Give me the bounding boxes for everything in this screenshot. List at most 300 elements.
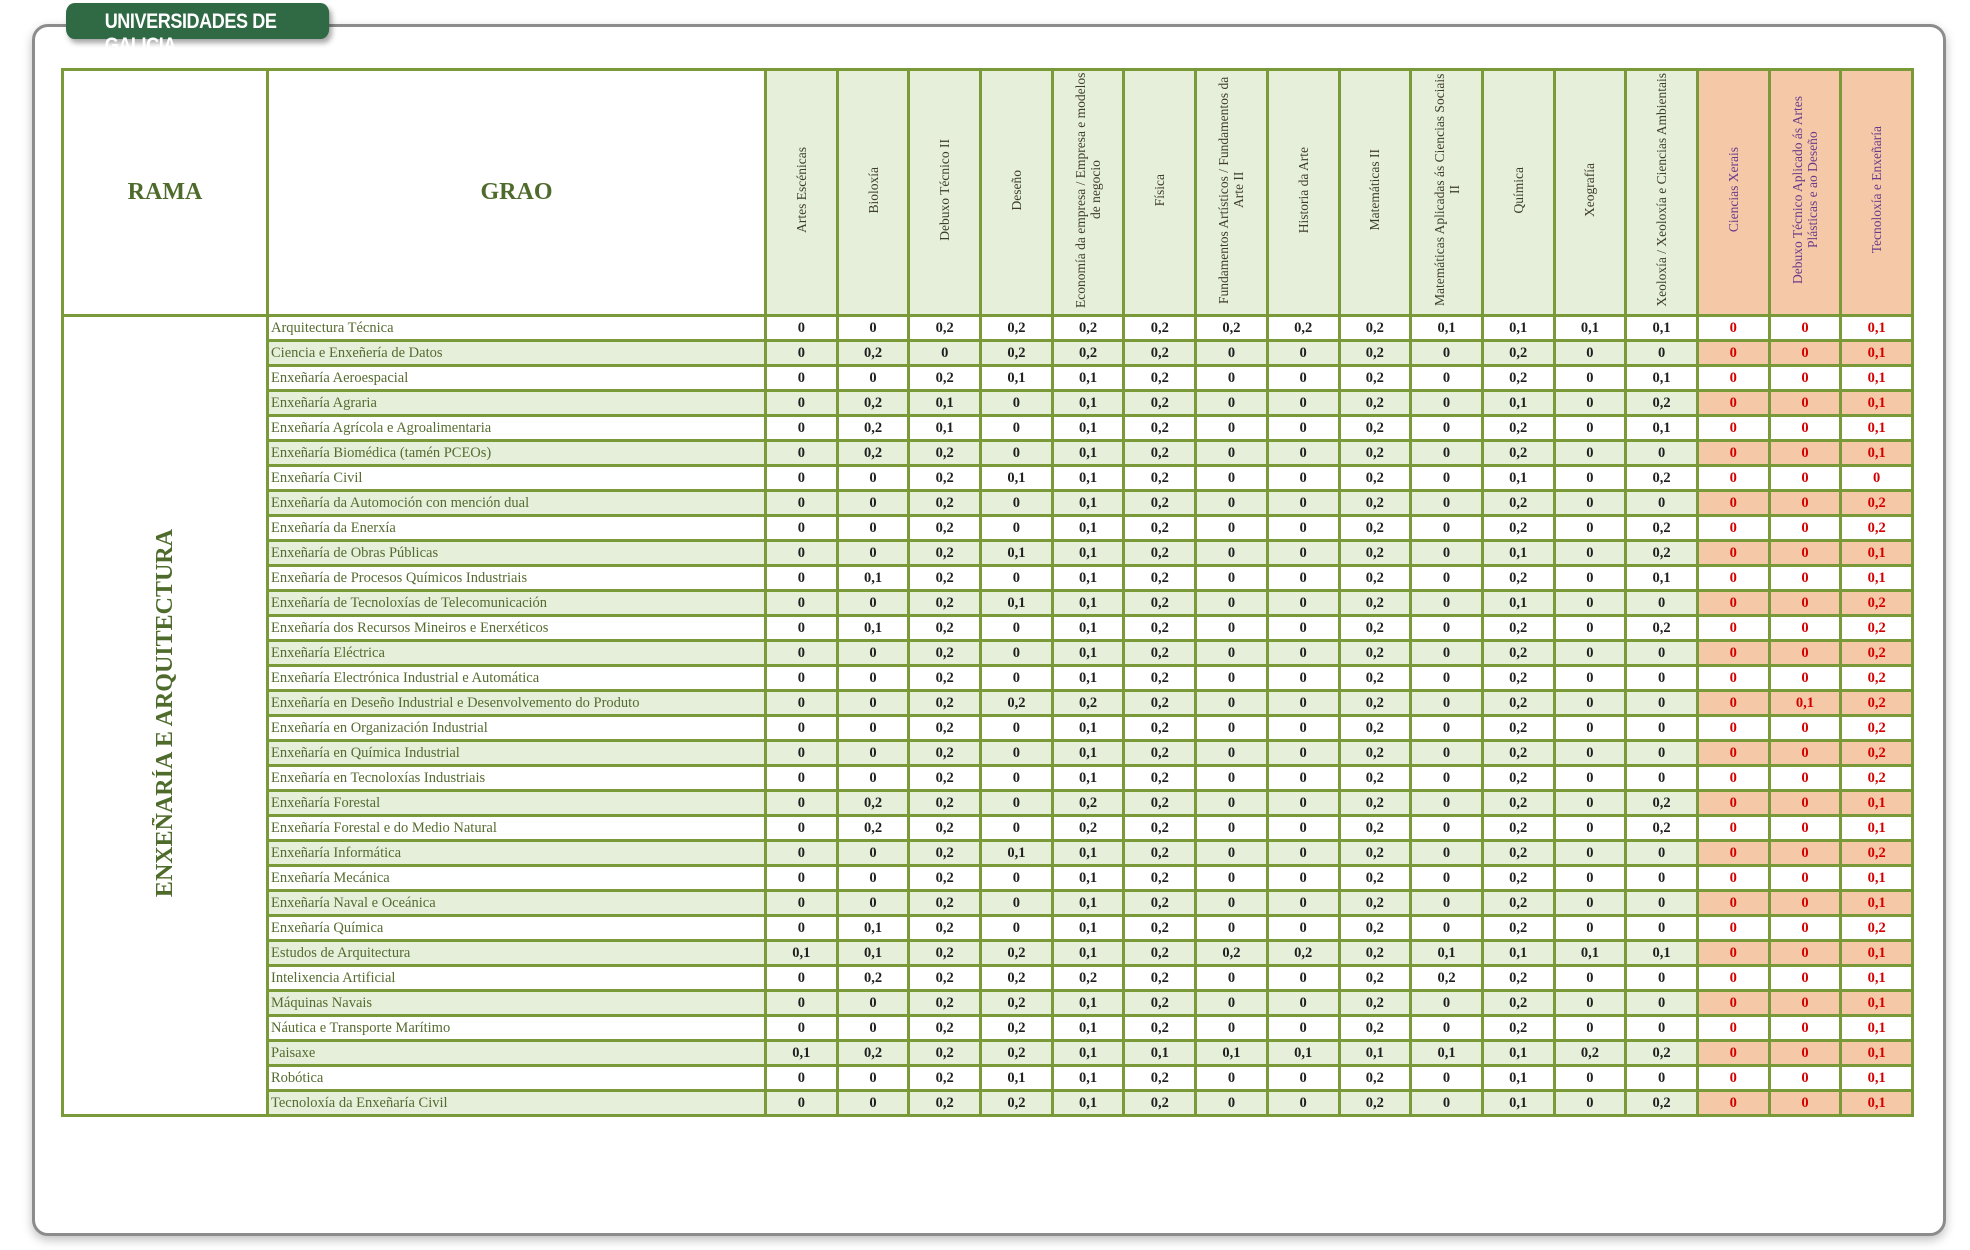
- value-cell: 0,2: [981, 941, 1053, 966]
- value-cell: 0: [1554, 766, 1626, 791]
- value-cell: 0,2: [1841, 491, 1913, 516]
- value-cell: 0: [1411, 641, 1483, 666]
- value-cell: 0: [1196, 791, 1268, 816]
- value-cell: 0: [981, 916, 1053, 941]
- grao-cell: Enxeñaría Forestal e do Medio Natural: [268, 816, 766, 841]
- grao-cell: Enxeñaría de Procesos Químicos Industriais: [268, 566, 766, 591]
- value-cell: 0,2: [1482, 666, 1554, 691]
- grao-cell: Enxeñaría en Deseño Industrial e Desenvolvemento do Produto: [268, 691, 766, 716]
- grao-cell: Enxeñaría Informática: [268, 841, 766, 866]
- value-cell: 0: [1554, 516, 1626, 541]
- value-cell: 0: [1697, 466, 1769, 491]
- value-cell: 0: [1697, 691, 1769, 716]
- table-row: [63, 391, 1913, 416]
- table-row: [63, 916, 1913, 941]
- value-cell: 0: [766, 441, 838, 466]
- value-cell: 0,2: [909, 966, 981, 991]
- table-row: [63, 891, 1913, 916]
- value-cell: 0: [1267, 366, 1339, 391]
- grao-cell: Tecnoloxía da Enxeñaría Civil: [268, 1091, 766, 1116]
- value-cell: 0: [1267, 616, 1339, 641]
- value-cell: 0: [1626, 866, 1698, 891]
- value-cell: 0,1: [1052, 1091, 1124, 1116]
- value-cell: 0,1: [1841, 991, 1913, 1016]
- grao-cell: Robótica: [268, 1066, 766, 1091]
- value-cell: 0: [1411, 716, 1483, 741]
- subject-header: [1769, 70, 1841, 316]
- value-cell: 0: [1554, 716, 1626, 741]
- value-cell: 0,1: [837, 916, 909, 941]
- subject-header: [1052, 70, 1124, 316]
- value-cell: 0: [1626, 841, 1698, 866]
- value-cell: 0,2: [1339, 316, 1411, 341]
- value-cell: 0: [1267, 641, 1339, 666]
- value-cell: 0: [981, 791, 1053, 816]
- value-cell: 0: [1626, 1066, 1698, 1091]
- value-cell: 0,1: [981, 466, 1053, 491]
- value-cell: 0: [1411, 991, 1483, 1016]
- value-cell: 0,2: [1124, 591, 1196, 616]
- value-cell: 0: [1554, 816, 1626, 841]
- subject-label: Física: [1152, 173, 1168, 207]
- subject-label: Debuxo Técnico Aplicado ás Artes Plásticas e ao Deseño: [1789, 96, 1820, 284]
- grao-cell: Enxeñaría Aeroespacial: [268, 366, 766, 391]
- table-row: [63, 966, 1913, 991]
- value-cell: 0: [1769, 516, 1841, 541]
- value-cell: 0: [766, 916, 838, 941]
- value-cell: 0: [1554, 366, 1626, 391]
- value-cell: 0: [1626, 591, 1698, 616]
- value-cell: 0,2: [1339, 1016, 1411, 1041]
- value-cell: 0: [1267, 541, 1339, 566]
- value-cell: 0: [909, 341, 981, 366]
- grao-cell: Máquinas Navais: [268, 991, 766, 1016]
- value-cell: 0: [1626, 441, 1698, 466]
- value-cell: 0: [1769, 491, 1841, 516]
- value-cell: 0,2: [1339, 641, 1411, 666]
- value-cell: 0,2: [1339, 916, 1411, 941]
- value-cell: 0: [1769, 816, 1841, 841]
- value-cell: 0: [1841, 466, 1913, 491]
- value-cell: 0: [1554, 1016, 1626, 1041]
- value-cell: 0,2: [1339, 1091, 1411, 1116]
- value-cell: 0: [1697, 391, 1769, 416]
- value-cell: 0: [1411, 691, 1483, 716]
- value-cell: 0: [766, 891, 838, 916]
- value-cell: 0: [1267, 341, 1339, 366]
- value-cell: 0,1: [1482, 1041, 1554, 1066]
- value-cell: 0,1: [1052, 1066, 1124, 1091]
- value-cell: 0: [1554, 866, 1626, 891]
- value-cell: 0: [1554, 641, 1626, 666]
- table-row: [63, 466, 1913, 491]
- value-cell: 0: [1769, 541, 1841, 566]
- table-row: [63, 841, 1913, 866]
- value-cell: 0: [1411, 366, 1483, 391]
- value-cell: 0: [1411, 391, 1483, 416]
- grao-cell: Enxeñaría Eléctrica: [268, 641, 766, 666]
- value-cell: 0,2: [1841, 741, 1913, 766]
- value-cell: 0: [1411, 616, 1483, 641]
- value-cell: 0: [1626, 341, 1698, 366]
- subject-label: Xeografía: [1582, 163, 1598, 217]
- value-cell: 0,2: [909, 366, 981, 391]
- subject-header: [1697, 70, 1769, 316]
- value-cell: 0: [1267, 841, 1339, 866]
- value-cell: 0: [1267, 441, 1339, 466]
- value-cell: 0,1: [1339, 1041, 1411, 1066]
- value-cell: 0: [1626, 691, 1698, 716]
- value-cell: 0: [837, 666, 909, 691]
- rama-label: ENXEÑARÍA E ARQUITECTURA: [151, 528, 178, 898]
- value-cell: 0: [1769, 991, 1841, 1016]
- value-cell: 0,1: [909, 416, 981, 441]
- value-cell: 0: [837, 891, 909, 916]
- value-cell: 0,2: [1411, 966, 1483, 991]
- value-cell: 0,2: [1841, 666, 1913, 691]
- value-cell: 0,2: [1841, 716, 1913, 741]
- value-cell: 0: [1196, 916, 1268, 941]
- value-cell: 0,1: [837, 566, 909, 591]
- value-cell: 0,2: [1339, 991, 1411, 1016]
- value-cell: 0: [766, 841, 838, 866]
- value-cell: 0,2: [909, 466, 981, 491]
- value-cell: 0: [1769, 591, 1841, 616]
- value-cell: 0,1: [909, 391, 981, 416]
- value-cell: 0,1: [1052, 416, 1124, 441]
- grao-cell: Enxeñaría Mecánica: [268, 866, 766, 891]
- value-cell: 0,1: [1411, 1041, 1483, 1066]
- value-cell: 0,2: [837, 341, 909, 366]
- value-cell: 0,1: [981, 1066, 1053, 1091]
- value-cell: 0,1: [981, 591, 1053, 616]
- value-cell: 0,2: [1339, 941, 1411, 966]
- table-row: [63, 1041, 1913, 1066]
- value-cell: 0,2: [1124, 991, 1196, 1016]
- value-cell: 0: [1769, 441, 1841, 466]
- value-cell: 0,2: [1124, 641, 1196, 666]
- value-cell: 0: [1196, 1016, 1268, 1041]
- value-cell: 0: [1697, 491, 1769, 516]
- table-header-row: [63, 70, 1913, 316]
- value-cell: 0: [1697, 841, 1769, 866]
- table-row: [63, 691, 1913, 716]
- value-cell: 0,2: [1124, 866, 1196, 891]
- subject-label: Debuxo Técnico II: [937, 139, 953, 241]
- value-cell: 0,1: [1841, 1091, 1913, 1116]
- value-cell: 0,1: [1841, 816, 1913, 841]
- table-row: [63, 716, 1913, 741]
- value-cell: 0: [1411, 741, 1483, 766]
- value-cell: 0,1: [1052, 441, 1124, 466]
- value-cell: 0: [766, 666, 838, 691]
- value-cell: 0,2: [1626, 516, 1698, 541]
- value-cell: 0: [1196, 491, 1268, 516]
- table-row: [63, 366, 1913, 391]
- subject-label: Bioloxía: [865, 166, 881, 214]
- value-cell: 0: [766, 1016, 838, 1041]
- value-cell: 0,2: [1482, 766, 1554, 791]
- value-cell: 0: [1411, 566, 1483, 591]
- value-cell: 0: [837, 366, 909, 391]
- subject-header: [1196, 70, 1268, 316]
- value-cell: 0,2: [1339, 516, 1411, 541]
- value-cell: 0,2: [1124, 666, 1196, 691]
- value-cell: 0: [1196, 966, 1268, 991]
- value-cell: 0: [766, 516, 838, 541]
- value-cell: 0: [1196, 866, 1268, 891]
- value-cell: 0,2: [1339, 541, 1411, 566]
- value-cell: 0: [1411, 516, 1483, 541]
- value-cell: 0: [1196, 766, 1268, 791]
- table-row: [63, 316, 1913, 341]
- value-cell: 0: [1554, 1091, 1626, 1116]
- value-cell: 0,2: [909, 991, 981, 1016]
- value-cell: 0,1: [1196, 1041, 1268, 1066]
- value-cell: 0: [981, 716, 1053, 741]
- value-cell: 0,1: [1052, 1041, 1124, 1066]
- value-cell: 0,2: [909, 941, 981, 966]
- value-cell: 0: [837, 491, 909, 516]
- value-cell: 0,2: [1841, 841, 1913, 866]
- subject-header: [1124, 70, 1196, 316]
- value-cell: 0: [1769, 866, 1841, 891]
- table-row: [63, 866, 1913, 891]
- table-row: [63, 416, 1913, 441]
- table-row: [63, 1066, 1913, 1091]
- value-cell: 0: [1697, 716, 1769, 741]
- value-cell: 0: [837, 866, 909, 891]
- value-cell: 0,2: [1339, 816, 1411, 841]
- value-cell: 0,2: [1482, 616, 1554, 641]
- value-cell: 0,2: [1626, 791, 1698, 816]
- value-cell: 0,2: [981, 691, 1053, 716]
- value-cell: 0: [1411, 441, 1483, 466]
- header-badge: UNIVERSIDADES DE GALICIA: [66, 3, 329, 39]
- grao-cell: Enxeñaría Química: [268, 916, 766, 941]
- value-cell: 0: [1267, 916, 1339, 941]
- subject-label: Química: [1510, 166, 1526, 214]
- value-cell: 0: [1769, 466, 1841, 491]
- value-cell: 0,2: [1124, 441, 1196, 466]
- value-cell: 0,2: [1339, 391, 1411, 416]
- value-cell: 0,2: [981, 1041, 1053, 1066]
- value-cell: 0: [1196, 366, 1268, 391]
- value-cell: 0: [1769, 391, 1841, 416]
- value-cell: 0: [1697, 1016, 1769, 1041]
- value-cell: 0,2: [837, 966, 909, 991]
- table-row: [63, 541, 1913, 566]
- value-cell: 0,1: [1841, 541, 1913, 566]
- value-cell: 0: [1697, 441, 1769, 466]
- value-cell: 0: [1697, 916, 1769, 941]
- value-cell: 0,1: [1052, 491, 1124, 516]
- value-cell: 0: [837, 991, 909, 1016]
- value-cell: 0,2: [1124, 466, 1196, 491]
- value-cell: 0: [1554, 691, 1626, 716]
- value-cell: 0: [1626, 641, 1698, 666]
- value-cell: 0: [1697, 516, 1769, 541]
- subject-label: Ciencias Xerais: [1725, 147, 1741, 233]
- value-cell: 0,1: [1052, 716, 1124, 741]
- value-cell: 0: [1267, 466, 1339, 491]
- value-cell: 0: [1554, 416, 1626, 441]
- table-row: [63, 741, 1913, 766]
- value-cell: 0,2: [1841, 691, 1913, 716]
- grao-cell: Intelixencia Artificial: [268, 966, 766, 991]
- value-cell: 0: [766, 541, 838, 566]
- value-cell: 0,1: [1626, 366, 1698, 391]
- value-cell: 0: [981, 616, 1053, 641]
- value-cell: 0,2: [909, 891, 981, 916]
- value-cell: 0,1: [1769, 691, 1841, 716]
- value-cell: 0,2: [1482, 366, 1554, 391]
- value-cell: 0: [1626, 916, 1698, 941]
- value-cell: 0: [1554, 341, 1626, 366]
- value-cell: 0: [766, 466, 838, 491]
- value-cell: 0: [1769, 966, 1841, 991]
- value-cell: 0,2: [1124, 366, 1196, 391]
- table-row: [63, 616, 1913, 641]
- value-cell: 0: [981, 666, 1053, 691]
- value-cell: 0: [1267, 991, 1339, 1016]
- subject-header: [766, 70, 838, 316]
- value-cell: 0,2: [1482, 416, 1554, 441]
- value-cell: 0,1: [1841, 966, 1913, 991]
- value-cell: 0: [1196, 341, 1268, 366]
- value-cell: 0: [1196, 391, 1268, 416]
- header-rama: RAMA: [63, 70, 268, 316]
- value-cell: 0: [1411, 816, 1483, 841]
- grao-cell: Enxeñaría Forestal: [268, 791, 766, 816]
- value-cell: 0: [837, 641, 909, 666]
- value-cell: 0: [1411, 666, 1483, 691]
- subject-label: Xeoloxía / Xeoloxía e Ciencias Ambientais: [1654, 73, 1670, 307]
- value-cell: 0: [1626, 1016, 1698, 1041]
- grao-cell: Enxeñaría Biomédica (tamén PCEOs): [268, 441, 766, 466]
- value-cell: 0,2: [1626, 616, 1698, 641]
- value-cell: 0,2: [1339, 841, 1411, 866]
- grao-cell: Enxeñaría Naval e Oceánica: [268, 891, 766, 916]
- value-cell: 0: [1554, 566, 1626, 591]
- value-cell: 0: [1697, 791, 1769, 816]
- weighting-table: [61, 68, 1914, 1117]
- grao-cell: Enxeñaría Agraria: [268, 391, 766, 416]
- value-cell: 0,2: [1339, 741, 1411, 766]
- value-cell: 0: [1196, 641, 1268, 666]
- value-cell: 0,2: [909, 916, 981, 941]
- value-cell: 0,2: [1482, 741, 1554, 766]
- value-cell: 0: [1697, 1041, 1769, 1066]
- value-cell: 0,1: [1124, 1041, 1196, 1066]
- value-cell: 0: [1626, 966, 1698, 991]
- table-row: [63, 791, 1913, 816]
- value-cell: 0,2: [1626, 466, 1698, 491]
- value-cell: 0,2: [1052, 691, 1124, 716]
- value-cell: 0,2: [1841, 516, 1913, 541]
- value-cell: 0: [1554, 916, 1626, 941]
- value-cell: 0,2: [1124, 541, 1196, 566]
- value-cell: 0,2: [1124, 516, 1196, 541]
- value-cell: 0: [1411, 341, 1483, 366]
- value-cell: 0: [981, 741, 1053, 766]
- value-cell: 0,2: [909, 816, 981, 841]
- value-cell: 0: [1769, 841, 1841, 866]
- value-cell: 0,2: [909, 541, 981, 566]
- value-cell: 0,2: [1482, 566, 1554, 591]
- value-cell: 0,2: [1124, 316, 1196, 341]
- value-cell: 0: [766, 716, 838, 741]
- value-cell: 0,2: [1339, 466, 1411, 491]
- subject-label: Artes Escénicas: [793, 147, 809, 233]
- value-cell: 0: [1697, 991, 1769, 1016]
- value-cell: 0: [1554, 391, 1626, 416]
- value-cell: 0,2: [909, 766, 981, 791]
- value-cell: 0,2: [1482, 341, 1554, 366]
- value-cell: 0: [1697, 641, 1769, 666]
- value-cell: 0,1: [1626, 316, 1698, 341]
- value-cell: 0: [1411, 866, 1483, 891]
- table-row: [63, 666, 1913, 691]
- value-cell: 0: [1697, 766, 1769, 791]
- value-cell: 0: [1554, 1066, 1626, 1091]
- grao-cell: Enxeñaría en Tecnoloxías Industriais: [268, 766, 766, 791]
- value-cell: 0,2: [1554, 1041, 1626, 1066]
- table-body: [63, 316, 1913, 1116]
- value-cell: 0: [1554, 616, 1626, 641]
- value-cell: 0,2: [909, 641, 981, 666]
- value-cell: 0: [1697, 341, 1769, 366]
- value-cell: 0,2: [1482, 641, 1554, 666]
- value-cell: 0,2: [981, 341, 1053, 366]
- grao-cell: Enxeñaría Electrónica Industrial e Automática: [268, 666, 766, 691]
- value-cell: 0,2: [1124, 566, 1196, 591]
- grao-cell: Enxeñaría de Obras Públicas: [268, 541, 766, 566]
- value-cell: 0,1: [1626, 941, 1698, 966]
- value-cell: 0: [1769, 566, 1841, 591]
- value-cell: 0: [1196, 891, 1268, 916]
- value-cell: 0: [1769, 1091, 1841, 1116]
- value-cell: 0: [1196, 716, 1268, 741]
- value-cell: 0: [1769, 1016, 1841, 1041]
- value-cell: 0,2: [909, 741, 981, 766]
- table-row: [63, 816, 1913, 841]
- value-cell: 0,1: [1052, 466, 1124, 491]
- value-cell: 0: [837, 766, 909, 791]
- subject-header: [837, 70, 909, 316]
- value-cell: 0: [1626, 766, 1698, 791]
- value-cell: 0: [1769, 716, 1841, 741]
- value-cell: 0,2: [1052, 791, 1124, 816]
- value-cell: 0,2: [1124, 1016, 1196, 1041]
- value-cell: 0: [837, 466, 909, 491]
- value-cell: 0: [766, 741, 838, 766]
- value-cell: 0: [766, 366, 838, 391]
- value-cell: 0: [1196, 991, 1268, 1016]
- value-cell: 0: [1196, 541, 1268, 566]
- value-cell: 0: [1697, 666, 1769, 691]
- value-cell: 0,2: [1339, 1066, 1411, 1091]
- value-cell: 0,2: [1196, 941, 1268, 966]
- value-cell: 0: [766, 491, 838, 516]
- value-cell: 0: [1267, 491, 1339, 516]
- value-cell: 0,2: [837, 816, 909, 841]
- value-cell: 0,1: [1052, 841, 1124, 866]
- value-cell: 0: [1697, 741, 1769, 766]
- value-cell: 0,2: [1482, 716, 1554, 741]
- value-cell: 0,2: [1482, 991, 1554, 1016]
- value-cell: 0: [1196, 666, 1268, 691]
